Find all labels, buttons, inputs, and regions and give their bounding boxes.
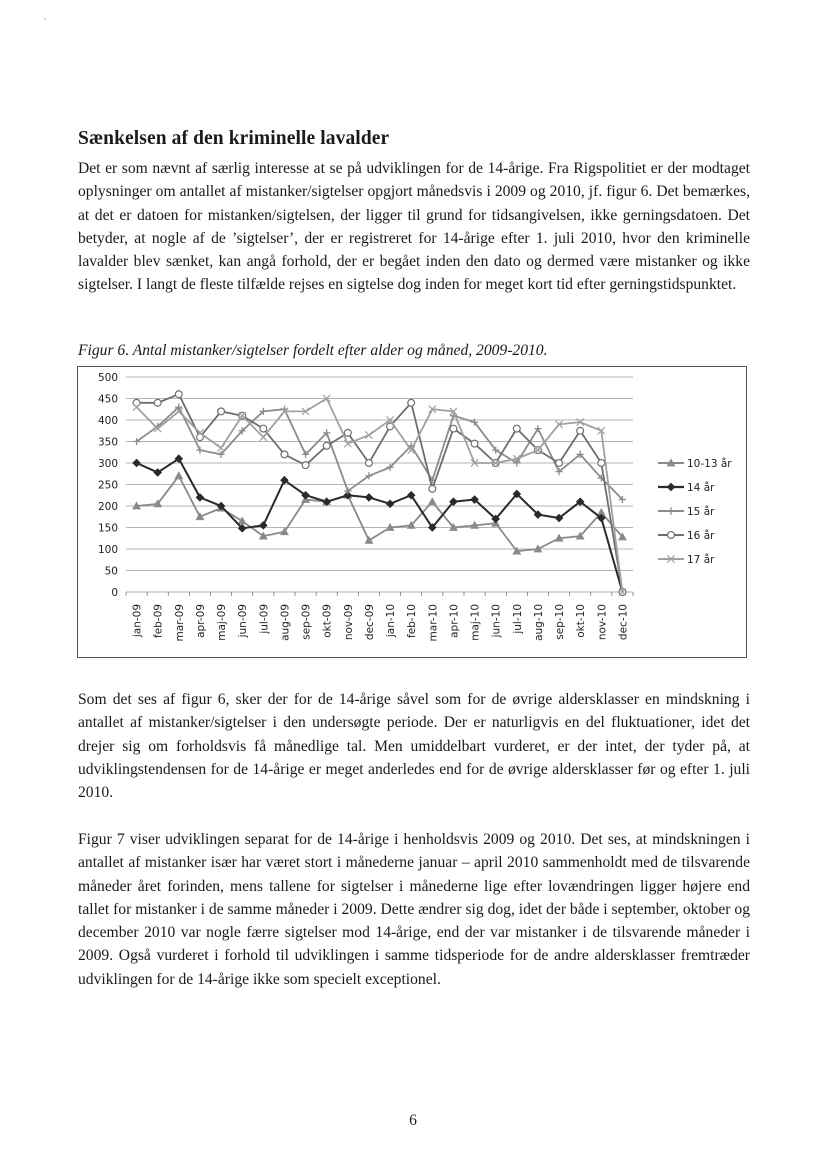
x-tick-label-jul-10: jul-10: [511, 604, 524, 634]
series-3-point-maj-10: [471, 440, 478, 447]
series-4-point-jul-09: [260, 434, 267, 441]
x-tick-label-jun-09: jun-09: [237, 604, 250, 638]
x-tick-label-maj-09: maj-09: [216, 604, 229, 641]
series-1-point-jul-09: [260, 522, 267, 529]
series-0-point-jun-09: [239, 517, 246, 523]
x-tick-label-maj-10: maj-10: [469, 604, 482, 641]
x-tick-label-aug-10: aug-10: [532, 604, 545, 641]
series-3-point-sep-09: [302, 462, 309, 469]
series-4-point-dec-09: [365, 431, 372, 438]
series-1-line: [137, 459, 623, 592]
x-tick-label-feb-10: feb-10: [406, 604, 419, 638]
x-tick-label-dec-09: dec-09: [363, 604, 376, 641]
series-1-point-apr-09: [196, 494, 203, 501]
series-3-point-okt-10: [577, 427, 584, 434]
y-tick-label-0: 0: [111, 587, 118, 599]
y-tick-label-350: 350: [97, 436, 118, 449]
legend-marker-3: [668, 532, 675, 539]
x-tick-label-sep-09: sep-09: [300, 604, 313, 640]
x-tick-label-feb-09: feb-09: [152, 604, 165, 638]
series-1-point-jan-09: [133, 459, 140, 466]
series-3-point-sep-10: [556, 460, 563, 467]
series-0-line: [137, 476, 623, 551]
figure-6-line-chart: [78, 367, 746, 657]
legend-label-0: 10-13 år: [687, 458, 732, 470]
x-tick-label-jul-09: jul-09: [258, 604, 271, 634]
x-tick-label-mar-09: mar-09: [173, 604, 186, 642]
y-tick-label-200: 200: [97, 501, 118, 513]
series-3-point-aug-09: [281, 451, 288, 458]
series-3-point-nov-10: [598, 460, 605, 467]
series-3-point-apr-10: [450, 425, 457, 432]
series-1-point-dec-09: [365, 494, 372, 501]
y-tick-label-500: 500: [97, 372, 118, 384]
series-3-line: [137, 394, 623, 592]
x-tick-label-okt-10: okt-10: [575, 604, 588, 638]
legend-marker-2: [667, 507, 674, 514]
series-1-point-jan-10: [386, 500, 393, 507]
scan-speck: [44, 18, 46, 20]
x-tick-label-okt-09: okt-09: [321, 604, 334, 638]
x-tick-label-mar-10: mar-10: [427, 604, 440, 642]
series-0-point-mar-09: [175, 472, 182, 478]
series-4-line: [137, 399, 623, 593]
x-tick-label-sep-10: sep-10: [554, 604, 567, 640]
x-tick-label-jan-09: jan-09: [131, 604, 144, 638]
series-3-point-jul-09: [260, 425, 267, 432]
series-3-point-dec-09: [366, 460, 373, 467]
series-3-point-maj-09: [218, 408, 225, 415]
series-3-point-feb-10: [408, 399, 415, 406]
x-tick-label-jan-10: jan-10: [385, 604, 398, 638]
y-tick-label-50: 50: [104, 565, 118, 578]
y-tick-label-400: 400: [97, 415, 118, 427]
section-heading: Sænkelsen af den kriminelle lavalder: [78, 128, 390, 149]
paragraph-figure-7: Figur 7 viser udviklingen separat for de 14-årige i henholdsvis 2009 og 2010. Det ses, at mindskningen i antallet af mistanker især har været stort i månederne januar – april 2010 sammenholdt med de tilsvarende måneder året forinden, mens tallene for sigtelser i månederne lige efter lovændringen ligger højere end tallet for mistanker i de samme måneder i 2009. Dette ændrer sig dog, idet der både i september, oktober og december 2010 var nogle færre sigtelser mod 14-årige, end der var mistanker i de tilsvarende måneder i 2009. Også vurderet i forhold til udviklingen i samme tidsperiode for de andre aldersklasser fremtræder udviklingen for de 14-årige ikke som specielt exceptionel.: [78, 831, 750, 988]
series-3-point-okt-09: [323, 442, 330, 449]
y-tick-label-150: 150: [97, 522, 118, 535]
series-0-point-mar-10: [429, 498, 436, 504]
series-2-point-apr-09: [196, 447, 203, 454]
legend-label-2: 15 år: [687, 506, 715, 518]
series-2-line: [137, 407, 623, 499]
x-tick-label-apr-10: apr-10: [448, 604, 461, 638]
x-tick-label-nov-09: nov-09: [342, 604, 355, 641]
series-3-point-feb-09: [154, 399, 161, 406]
legend-marker-1: [667, 483, 674, 490]
y-tick-label-100: 100: [97, 544, 118, 556]
page-number: 6: [409, 1112, 417, 1129]
x-tick-label-dec-10: dec-10: [617, 604, 630, 641]
legend-label-1: 14 år: [687, 482, 715, 494]
series-0-point-dec-09: [365, 537, 372, 543]
paragraph-intro: Det er som nævnt af særlig interesse at se på udviklingen for de 14-årige. Fra Rigspolitiet er der modtaget oplysninger om antallet af mistanker/sigtelser opgjort månedsvis i 2009 og 2010, jf. figur 6. Det bemærkes, at det er datoen for mistanken/sigtelsen, der ligger til grund for tidsangivelsen, ikke gerningsdatoen. Det betyder, at nogle af de ’sigtelser’, der er registreret for 14-årige efter 1. juli 2010, hvor den kriminelle lavalder blev sænket, kan angå forhold, der er begået inden den dato og dermed være mistanker og ikke sigtelser. I langt de fleste tilfælde rejses en sigtelse dog inden for meget kort tid efter gerningstidspunktet.: [78, 160, 750, 294]
series-3-point-mar-09: [175, 391, 182, 398]
legend-label-3: 16 år: [687, 530, 715, 542]
series-3-point-nov-09: [344, 429, 351, 436]
x-tick-label-apr-09: apr-09: [194, 604, 207, 638]
paragraph-observation: Som det ses af figur 6, sker der for de 14-årige såvel som for de øvrige aldersklasser en mindskning i antallet af mistanker/sigtelser i den undersøgte periode. Der er naturligvis en del fluktuationer, idet det drejer sig om forholdsvis få månedlige tal. Men umiddelbart vurderet, er der intet, der tyder på, at udviklingstendensen for de 14-årige er meget anderledes end for de øvrige aldersklasser før og efter 1. juli 2010.: [78, 691, 750, 802]
series-3-point-mar-10: [429, 485, 436, 492]
y-tick-label-250: 250: [97, 479, 118, 492]
x-tick-label-aug-09: aug-09: [279, 604, 292, 641]
series-4-point-nov-09: [344, 440, 351, 447]
legend-label-4: 17 år: [687, 554, 715, 566]
y-tick-label-300: 300: [97, 458, 118, 470]
figure-caption: Figur 6. Antal mistanker/sigtelser fordelt efter alder og måned, 2009-2010.: [78, 342, 548, 359]
x-tick-label-jun-10: jun-10: [490, 604, 503, 638]
series-3-point-jul-10: [513, 425, 520, 432]
series-4-point-maj-09: [217, 444, 224, 451]
figure-6-chart-frame: [77, 366, 747, 658]
x-tick-label-nov-10: nov-10: [596, 604, 609, 641]
y-tick-label-450: 450: [97, 393, 118, 406]
